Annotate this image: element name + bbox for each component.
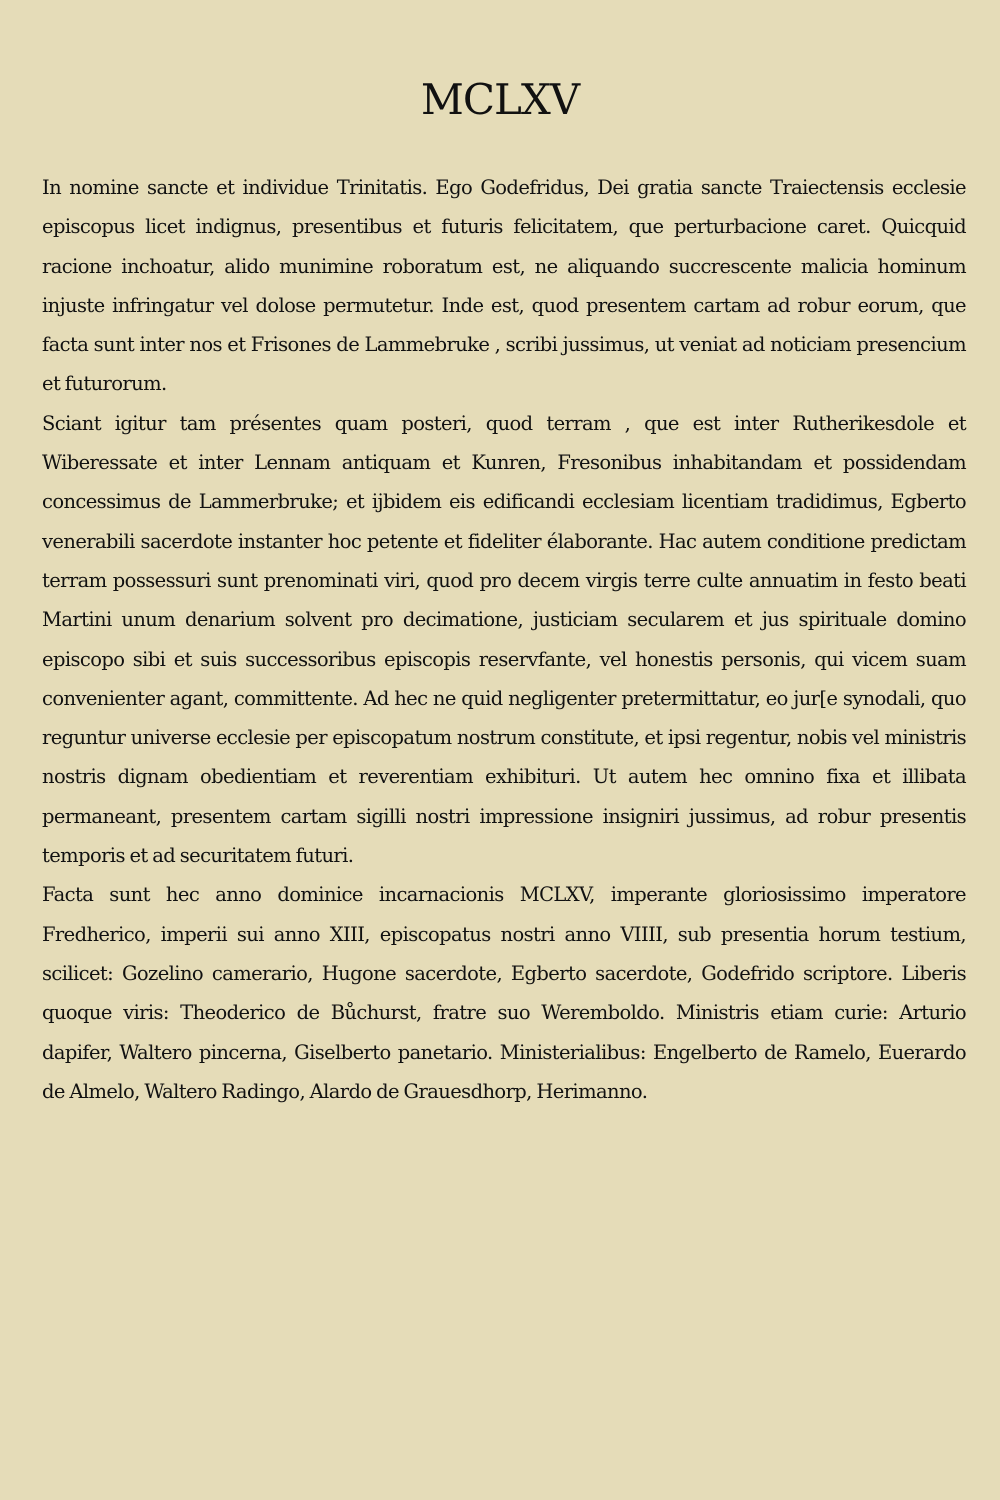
paragraph-intro: In nomine sancte et individue Trinitatis. Ego Godefridus, Dei gratia sancte Traiectensis ecclesie episcopus licet indignus, presentibus et futuris felicitatem, que perturbacione caret. Quicquid racione inchoatur, alido munimine roboratum est, ne aliquando succrescente malicia hominum injuste infringatur vel dolose permutetur. Inde est, quod presentem cartam ad robur eorum, que facta sunt inter nos et Frisones de Lammebruke , scribi jussimus, ut veniat ad noticiam presencium et futurorum.: [42, 176, 966, 396]
paragraph-grant: Sciant igitur tam présentes quam posteri, quod terram , que est inter Rutherikesdole et Wiberessate et inter Lennam antiquam et Kunren, Fresonibus inhabitandam et possidendam concessimus de Lammerbruke; et ijbidem eis edificandi ecclesiam licentiam tradidimus, Egberto venerabili sacerdote instanter hoc petente et fideliter élaborante. Hac autem conditione predictam terram possessuri sunt prenominati viri, quod pro decem virgis terre culte annuatim in festo beati Martini unum denarium solvent pro decimatione, justiciam secularem et jus spirituale domino episcopo sibi et suis successoribus episcopis reservfante, vel honestis personis, qui vicem suam convenienter agant, committente. Ad hec ne quid negligenter pretermittatur, eo jur[e synodali, quo reguntur universe ecclesie per episcopatum nostrum constitute, et ipsi regentur, nobis vel ministris nostris dignam obedientiam et reverentiam exhibituri. Ut autem hec omnino fixa et illibata permaneant, presentem cartam sigilli nostri impressione insigniri jussimus, ad robur presentis temporis et ad securitatem futuri.: [42, 411, 966, 868]
document-title: MCLXV: [420, 75, 580, 124]
paragraph-witnesses: Facta sunt hec anno dominice incarnacionis MCLXV, imperante gloriosissimo imperatore Fredherico, imperii sui anno XIII, episcopatus nostri anno VIIII, sub presentia horum testium, scilicet: Gozelino camerario, Hugone sacerdote, Egberto sacerdote, Godefrido scriptore. Liberis quoque viris: Theoderico de Bůchurst, fratre suo Weremboldo. Ministris etiam curie: Arturio dapifer, Waltero pincerna, Giselberto panetario. Ministerialibus: Engelberto de Ramelo, Euerardo de Almelo, Waltero Radingo, Alardo de Grauesdhorp, Herimanno.: [42, 883, 966, 1103]
document-body: [42, 168, 966, 1111]
